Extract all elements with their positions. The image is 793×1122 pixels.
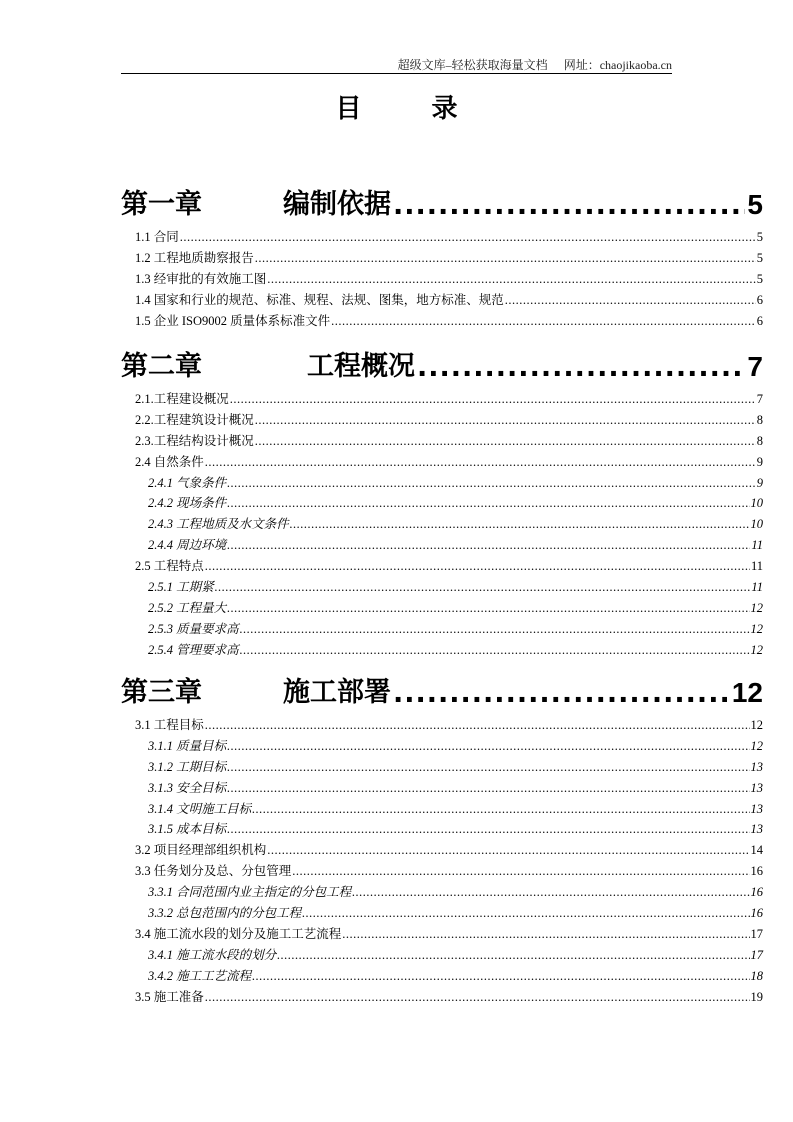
dot-leader — [180, 230, 756, 245]
dot-leader — [227, 476, 756, 491]
dot-leader — [230, 392, 756, 407]
toc-entry-page: 6 — [756, 292, 763, 307]
toc-entry-label: 3.3 任务划分及总、分包管理 — [135, 864, 292, 879]
chapter-number: 第二章 — [121, 351, 202, 382]
toc-entry[interactable] — [121, 715, 763, 736]
dot-leader — [252, 969, 749, 984]
dot-leader — [267, 843, 749, 858]
dot-leader — [277, 948, 749, 963]
toc-entry-page: 14 — [750, 843, 763, 858]
toc-entry[interactable] — [121, 290, 763, 311]
dot-leader — [302, 906, 749, 921]
toc-entry[interactable] — [121, 799, 763, 820]
dot-leader — [342, 927, 749, 942]
dot-leader — [505, 293, 756, 308]
chapter-3-section — [121, 675, 763, 1007]
toc-chapter-entry[interactable] — [121, 187, 763, 221]
toc-title-char: 目 — [335, 94, 362, 124]
toc-entry-label: 3.1 工程目标 — [135, 718, 204, 732]
dot-leader — [215, 580, 751, 595]
chapter-2-section — [121, 349, 763, 661]
header-url: 网址：chaojikaoba.cn — [563, 58, 672, 72]
toc-entry-page: 6 — [756, 313, 763, 328]
toc-entry-page: 16 — [750, 906, 763, 921]
toc-entry[interactable] — [121, 598, 763, 619]
dot-leader — [227, 496, 749, 511]
toc-entry-label: 2.4.4 周边环境 — [148, 538, 227, 553]
toc-entry[interactable] — [121, 987, 763, 1008]
dot-leader — [227, 538, 750, 553]
dot-leader — [240, 622, 750, 637]
toc-entry-page: 10 — [750, 517, 763, 532]
dot-leader — [290, 517, 750, 532]
toc-entry-label: 3.1.2 工期目标 — [148, 759, 227, 774]
toc-entry-label: 3.3.2 总包范围内的分包工程 — [148, 906, 302, 921]
toc-entry[interactable] — [121, 577, 763, 598]
toc-entry[interactable] — [121, 535, 763, 556]
toc-entry-label: 3.4.2 施工工艺流程 — [148, 968, 252, 983]
toc-entry-label: 1.1 合同 — [135, 230, 179, 244]
chapter-number: 第一章 — [121, 189, 202, 220]
toc-entry[interactable] — [121, 736, 763, 757]
dot-leader — [331, 314, 756, 329]
toc-entry-label: 1.4 国家和行业的规范、标准、规程、法规、图集，地方标准、规范 — [135, 292, 504, 307]
toc-entry[interactable] — [121, 452, 763, 473]
toc-entry-page: 12 — [750, 738, 763, 753]
toc-entry-label: 2.5.3 质量要求高 — [148, 621, 239, 636]
dot-leader — [205, 455, 756, 470]
toc-entry-page: 9 — [756, 454, 763, 469]
toc-entry-label: 2.4.1 气象条件 — [148, 475, 227, 490]
chapter-title: 施工部署 — [283, 677, 391, 708]
page-header — [121, 56, 672, 73]
toc-entry[interactable] — [121, 410, 763, 431]
dot-leader — [227, 781, 749, 796]
toc-entry-label: 1.2 工程地质勘察报告 — [135, 250, 254, 265]
toc-entry[interactable] — [121, 640, 763, 661]
toc-entry-label: 2.4.2 现场条件 — [148, 496, 227, 511]
toc-entry-page: 12 — [750, 621, 763, 636]
toc-entry-page: 17 — [750, 926, 763, 941]
toc-entry-page: 9 — [756, 475, 763, 490]
dot-leader — [240, 643, 750, 658]
dot-leader — [205, 559, 750, 574]
toc-entry-label: 2.4 自然条件 — [135, 454, 204, 469]
toc-entry-page: 7 — [756, 392, 763, 406]
toc-entry[interactable] — [121, 903, 763, 924]
toc-entry-label: 1.5 企业 ISO9002 质量体系标准文件 — [135, 313, 331, 328]
toc-entry[interactable] — [121, 311, 763, 332]
toc-entry-page: 13 — [750, 822, 763, 837]
chapter-title: 编制依据 — [283, 189, 391, 220]
dot-leader — [252, 802, 749, 817]
toc-title-char: 录 — [431, 94, 458, 124]
chapter-number: 第三章 — [121, 677, 202, 708]
toc-entry[interactable] — [121, 556, 763, 577]
dot-leader — [227, 739, 749, 754]
toc-entry[interactable] — [121, 619, 763, 640]
toc-entry-page: 12 — [750, 642, 763, 657]
toc-chapter-entry[interactable] — [121, 349, 763, 383]
toc-entry-page: 12 — [750, 718, 763, 732]
toc-entry[interactable] — [121, 882, 763, 903]
chapter-page-number: 7 — [747, 351, 763, 382]
dot-leader — [255, 251, 756, 266]
toc-entry[interactable] — [121, 493, 763, 514]
chapter-page-number: 12 — [731, 677, 763, 708]
toc-entry-label: 3.4.1 施工流水段的划分 — [148, 947, 277, 962]
dot-leader — [393, 678, 730, 709]
chapter-1-section — [121, 187, 763, 331]
dot-leader — [205, 990, 750, 1005]
header-site: 超级文库–轻松获取海量文档 — [397, 58, 548, 72]
toc-entry-label: 2.5 工程特点 — [135, 559, 204, 574]
toc-entry[interactable] — [121, 473, 763, 494]
toc-entry[interactable] — [121, 819, 763, 840]
toc-entry[interactable] — [121, 269, 763, 290]
toc-entry[interactable] — [121, 778, 763, 799]
dot-leader — [227, 601, 749, 616]
toc-entry[interactable] — [121, 757, 763, 778]
toc-entry-label: 3.5 施工准备 — [135, 989, 204, 1004]
toc-entry-page: 16 — [750, 864, 763, 879]
toc-entry-page: 5 — [756, 230, 763, 244]
toc-entry-page: 17 — [750, 947, 763, 962]
toc-entry[interactable] — [121, 431, 763, 452]
toc-entry-page: 5 — [756, 271, 763, 286]
toc-entry-page: 8 — [756, 433, 763, 448]
toc-entry[interactable] — [121, 227, 763, 248]
toc-entry-page: 13 — [750, 780, 763, 795]
toc-entry-page: 19 — [750, 989, 763, 1004]
dot-leader — [227, 760, 749, 775]
dot-leader — [205, 718, 750, 733]
chapter-page-number: 5 — [747, 189, 763, 220]
toc-entry-label: 1.3 经审批的有效施工图 — [135, 271, 267, 286]
toc-entry[interactable] — [121, 389, 763, 410]
toc-entry-label: 3.3.1 合同范围内业主指定的分包工程 — [148, 885, 352, 900]
dot-leader — [267, 272, 755, 287]
toc-title — [0, 88, 793, 125]
toc-entry-label: 3.1.4 文明施工目标 — [148, 801, 252, 816]
toc-entry-label: 3.2 项目经理部组织机构 — [135, 843, 267, 858]
toc-entry-page: 5 — [756, 250, 763, 265]
toc-entry-label: 2.1.工程建设概况 — [135, 392, 229, 406]
toc-entry-label: 2.5.1 工期紧 — [148, 580, 214, 595]
toc-entry[interactable] — [121, 966, 763, 987]
dot-leader — [352, 885, 749, 900]
dot-leader — [255, 434, 756, 449]
toc-entry-page: 16 — [750, 885, 763, 900]
dot-leader — [393, 190, 745, 221]
chapter-title: 工程概况 — [307, 351, 415, 382]
toc-entry-label: 2.5.2 工程量大 — [148, 600, 227, 615]
toc-entry-page: 13 — [750, 801, 763, 816]
toc-entry-page: 11 — [750, 559, 763, 574]
toc-entry-page: 10 — [750, 496, 763, 511]
toc-entry[interactable] — [121, 861, 763, 882]
toc-entry[interactable] — [121, 248, 763, 269]
toc-chapter-entry[interactable] — [121, 675, 763, 709]
toc-entry[interactable] — [121, 514, 763, 535]
toc-entry-label: 3.1.1 质量目标 — [148, 738, 227, 753]
toc-entry-label: 2.2.工程建筑设计概况 — [135, 412, 254, 427]
toc-entry[interactable] — [121, 945, 763, 966]
toc-entry[interactable] — [121, 840, 763, 861]
toc-entry-page: 8 — [756, 412, 763, 427]
toc-entry[interactable] — [121, 924, 763, 945]
toc-entry-page: 11 — [751, 538, 763, 553]
dot-leader — [227, 822, 749, 837]
toc-entry-page: 11 — [751, 580, 763, 595]
dot-leader — [255, 413, 756, 428]
toc-entry-label: 3.4 施工流水段的划分及施工工艺流程 — [135, 926, 342, 941]
dot-leader — [292, 864, 749, 879]
header-rule — [121, 73, 672, 74]
toc-entry-page: 13 — [750, 759, 763, 774]
toc-entry-label: 3.1.5 成本目标 — [148, 822, 227, 837]
toc-entry-label: 2.4.3 工程地质及水文条件 — [148, 517, 289, 532]
dot-leader — [417, 352, 745, 383]
toc-entry-label: 2.3.工程结构设计概况 — [135, 433, 254, 448]
toc-entry-label: 3.1.3 安全目标 — [148, 780, 227, 795]
toc-entry-page: 12 — [750, 600, 763, 615]
toc-entry-label: 2.5.4 管理要求高 — [148, 642, 239, 657]
toc-entry-page: 18 — [750, 968, 763, 983]
